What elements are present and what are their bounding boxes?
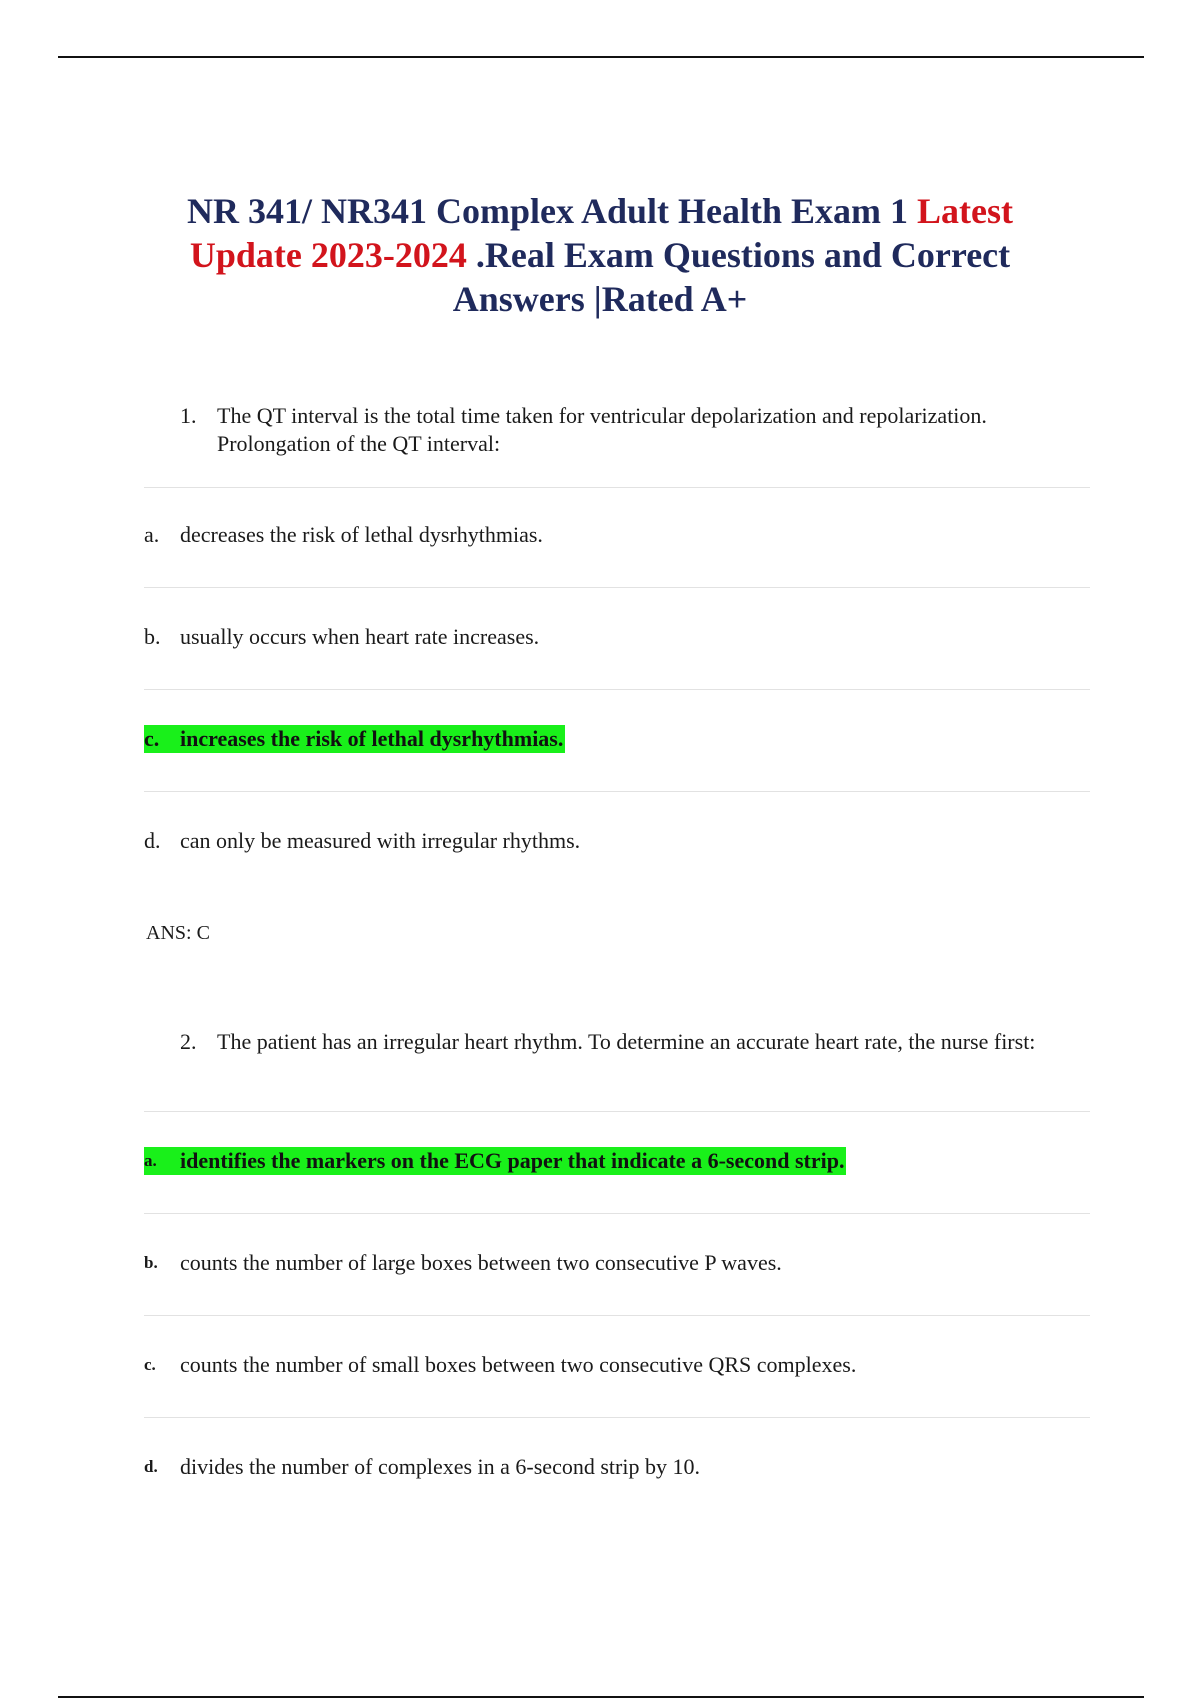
title-part-3: .Real Exam Questions and Correct Answers |Rated A+ xyxy=(452,235,1011,319)
option-letter: d. xyxy=(144,828,161,853)
title-part-2: Latest Update 2023-2024 xyxy=(189,191,1013,275)
option-letter: a. xyxy=(144,522,160,547)
separator xyxy=(144,1111,1090,1112)
separator xyxy=(144,1315,1090,1316)
option-letter: b. xyxy=(144,1253,158,1272)
option-text: divides the number of complexes in a 6-second strip by 10. xyxy=(180,1454,700,1479)
option-letter: c. xyxy=(144,726,160,751)
q2-option-b xyxy=(144,1249,782,1277)
option-text: counts the number of large boxes between two consecutive P waves. xyxy=(180,1250,782,1275)
option-text: counts the number of small boxes between two consecutive QRS complexes. xyxy=(180,1352,857,1377)
q2-option-d xyxy=(144,1453,700,1481)
question-text: The QT interval is the total time taken for ventricular depolarization and repolarization. Prolongation of the QT interval: xyxy=(217,403,987,456)
option-text: usually occurs when heart rate increases. xyxy=(180,624,540,649)
option-text: decreases the risk of lethal dysrhythmias. xyxy=(180,522,543,547)
answer-key: ANS: C xyxy=(146,922,210,944)
q1-option-b xyxy=(144,623,539,651)
separator xyxy=(144,1213,1090,1214)
title-part-1: NR 341/ NR341 Complex Adult Health Exam 1 xyxy=(186,191,918,231)
document-title xyxy=(150,189,1050,321)
option-text: increases the risk of lethal dysrhythmias. xyxy=(180,726,564,751)
top-rule xyxy=(58,56,1144,58)
q1-option-a xyxy=(144,521,543,549)
option-text: identifies the markers on the ECG paper that indicate a 6-second strip. xyxy=(180,1148,845,1173)
separator xyxy=(144,1417,1090,1418)
question-number: 1. xyxy=(180,403,197,428)
separator xyxy=(144,689,1090,690)
option-letter: b. xyxy=(144,624,161,649)
option-letter: a. xyxy=(144,1151,157,1170)
option-letter: c. xyxy=(144,1355,156,1374)
question-1-stem xyxy=(180,402,1080,458)
question-number: 2. xyxy=(180,1029,197,1054)
q2-option-c xyxy=(144,1351,856,1379)
option-text: can only be measured with irregular rhythms. xyxy=(180,828,581,853)
question-2-stem xyxy=(180,1028,1080,1056)
q2-option-a-correct xyxy=(144,1147,846,1175)
separator xyxy=(144,791,1090,792)
q1-option-d xyxy=(144,827,580,855)
option-letter: d. xyxy=(144,1457,158,1476)
question-text: The patient has an irregular heart rhythm. To determine an accurate heart rate, the nurse first: xyxy=(217,1029,1036,1054)
separator xyxy=(144,487,1090,488)
q1-option-c-correct xyxy=(144,725,565,753)
bottom-rule xyxy=(58,1696,1144,1698)
separator xyxy=(144,587,1090,588)
